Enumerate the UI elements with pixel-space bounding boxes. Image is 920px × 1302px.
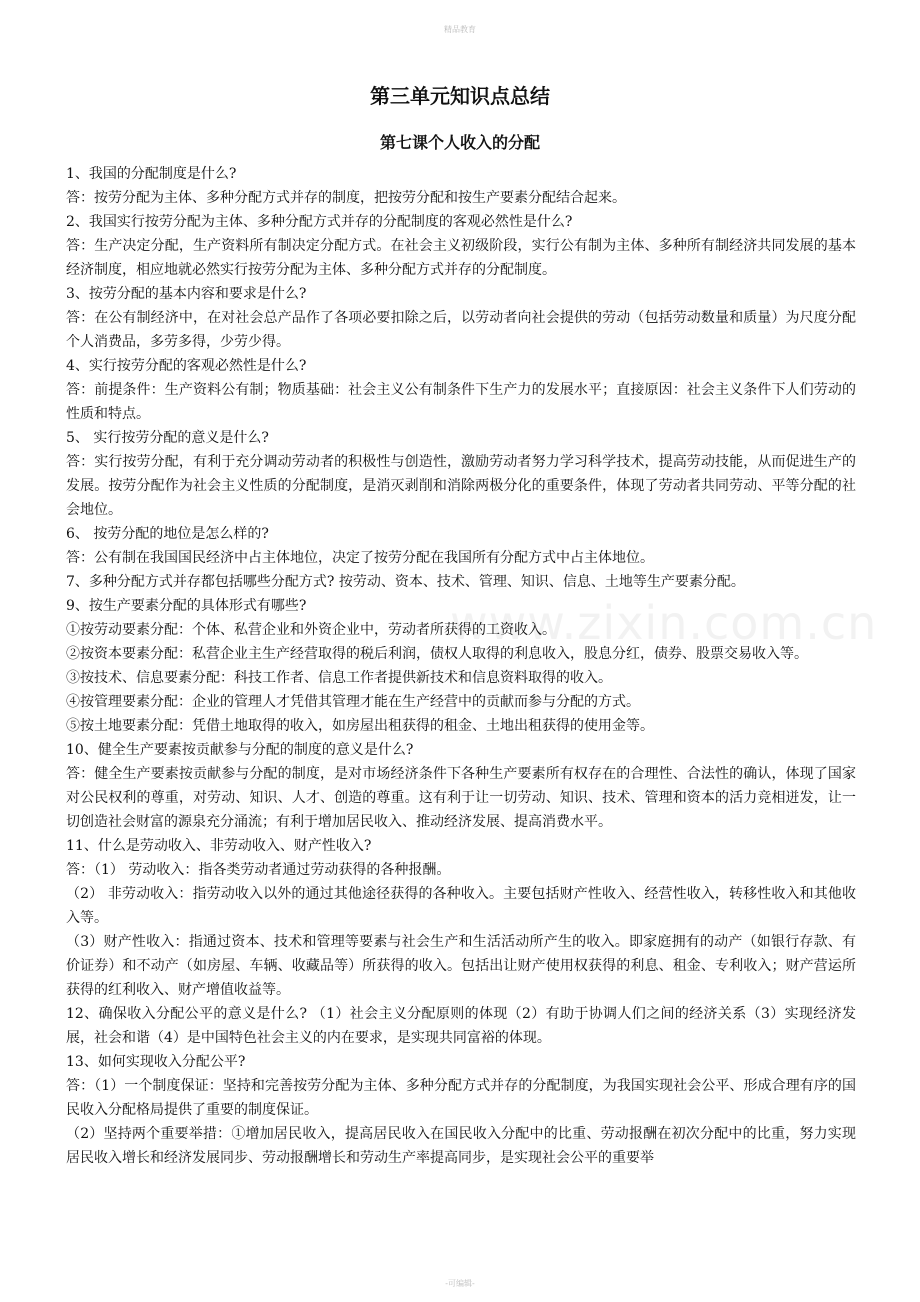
answer-13-part-2: （2）坚持两个重要举措：①增加居民收入，提高居民收入在国民收入分配中的比重、劳动报酬在初次分配中的比重，努力实现居民收入增长和经济发展同步、劳动报酬增长和劳动生产率提高同步，是实现社会公平的重要举 xyxy=(66,1126,856,1166)
question-4: 4、实行按劳分配的客观必然性是什么? xyxy=(66,358,307,374)
answer-9-item-3: ③按技术、信息要素分配：科技工作者、信息工作者提供新技术和信息资料取得的收入。 xyxy=(66,670,612,686)
question-10: 10、健全生产要素按贡献参与分配的制度的意义是什么? xyxy=(66,742,414,758)
answer-6: 答：公有制在我国国民经济中占主体地位，决定了按劳分配在我国所有分配方式中占主体地位。 xyxy=(66,550,654,566)
answer-9-item-2: ②按资本要素分配：私营企业主生产经营取得的税后利润，债权人取得的利息收入，股息分红，债券、股票交易收入等。 xyxy=(66,646,808,662)
question-7: 7、多种分配方式并存都包括哪些分配方式? 按劳动、资本、技术、管理、知识、信息、土地等生产要素分配。 xyxy=(66,574,745,590)
question-9: 9、按生产要素分配的具体形式有哪些? xyxy=(66,598,307,614)
header-mark: 精品教育 xyxy=(444,25,476,34)
lesson-title: 第七课个人收入的分配 xyxy=(379,133,540,152)
question-5: 5、 实行按劳分配的意义是什么? xyxy=(66,430,269,446)
answer-4: 答：前提条件：生产资料公有制；物质基础：社会主义公有制条件下生产力的发展水平；直接原因：社会主义条件下人们劳动的性质和特点。 xyxy=(66,382,856,422)
answer-5: 答：实行按劳分配，有利于充分调动劳动者的积极性与创造性，激励劳动者努力学习科学技术，提高劳动技能，从而促进生产的发展。按劳分配作为社会主义性质的分配制度，是消灭剥削和消除两极分化的重要条件，体现了劳动者共同劳动、平等分配的社会地位。 xyxy=(66,454,856,518)
answer-11-part-2: （2） 非劳动收入：指劳动收入以外的通过其他途径获得的各种收入。主要包括财产性收入、经营性收入，转移性收入和其他收入等。 xyxy=(66,886,856,926)
question-11: 11、什么是劳动收入、非劳动收入、财产性收入? xyxy=(66,838,372,854)
question-3: 3、按劳分配的基本内容和要求是什么? xyxy=(66,286,307,302)
answer-3: 答：在公有制经济中，在对社会总产品作了各项必要扣除之后，以劳动者向社会提供的劳动（包括劳动数量和质量）为尺度分配个人消费品，多劳多得，少劳少得。 xyxy=(66,310,856,350)
question-12: 12、确保收入分配公平的意义是什么? （1）社会主义分配原则的体现（2）有助于协调人们之间的经济关系（3）实现经济发展，社会和谐（4）是中国特色社会主义的内在要求，是实现共同富裕的体现。 xyxy=(66,1006,856,1046)
answer-9-item-5: ⑤按土地要素分配：凭借土地取得的收入，如房屋出租获得的租金、土地出租获得的使用金等。 xyxy=(66,718,654,734)
footer-mark: -可编辑- xyxy=(445,1279,475,1288)
answer-9-item-4: ④按管理要素分配：企业的管理人才凭借其管理才能在生产经营中的贡献而参与分配的方式。 xyxy=(66,694,640,710)
answer-13-part-1: 答：（1）一个制度保证：坚持和完善按劳分配为主体、多种分配方式并存的分配制度，为我国实现社会公平、形成合理有序的国民收入分配格局提供了重要的制度保证。 xyxy=(66,1078,856,1118)
answer-10: 答：健全生产要素按贡献参与分配的制度，是对市场经济条件下各种生产要素所有权存在的合理性、合法性的确认，体现了国家对公民权利的尊重，对劳动、知识、人才、创造的尊重。这有利于让一切劳动、知识、技术、管理和资本的活力竞相迸发，让一切创造社会财富的源泉充分涌流；有利于增加居民收入、推动经济发展、提高消费水平。 xyxy=(66,766,856,830)
document-title: 第三单元知识点总结 xyxy=(370,84,550,108)
question-1: 1、我国的分配制度是什么? xyxy=(66,166,237,182)
document-body xyxy=(66,162,856,1170)
answer-9-item-1: ①按劳动要素分配：个体、私营企业和外资企业中，劳动者所获得的工资收入。 xyxy=(66,622,556,638)
question-13: 13、如何实现收入分配公平? xyxy=(66,1054,246,1070)
question-6: 6、 按劳分配的地位是怎么样的? xyxy=(66,526,269,542)
answer-2: 答：生产决定分配，生产资料所有制决定分配方式。在社会主义初级阶段，实行公有制为主体、多种所有制经济共同发展的基本经济制度，相应地就必然实行按劳分配为主体、多种分配方式并存的分配制度。 xyxy=(66,238,856,278)
answer-1: 答：按劳分配为主体、多种分配方式并存的制度，把按劳分配和按生产要素分配结合起来。 xyxy=(66,190,626,206)
answer-11-part-1: 答：（1） 劳动收入：指各类劳动者通过劳动获得的各种报酬。 xyxy=(66,862,451,878)
watermark: www.zixin.com.cn xyxy=(450,596,878,650)
answer-11-part-3: （3）财产性收入：指通过资本、技术和管理等要素与社会生产和生活活动所产生的收入。即家庭拥有的动产（如银行存款、有价证券）和不动产（如房屋、车辆、收藏品等）所获得的收入。包括出让财产使用权获得的利息、租金、专利收入；财产营运所获得的红利收入、财产增值收益等。 xyxy=(66,934,856,998)
question-2: 2、我国实行按劳分配为主体、多种分配方式并存的分配制度的客观必然性是什么? xyxy=(66,214,573,230)
